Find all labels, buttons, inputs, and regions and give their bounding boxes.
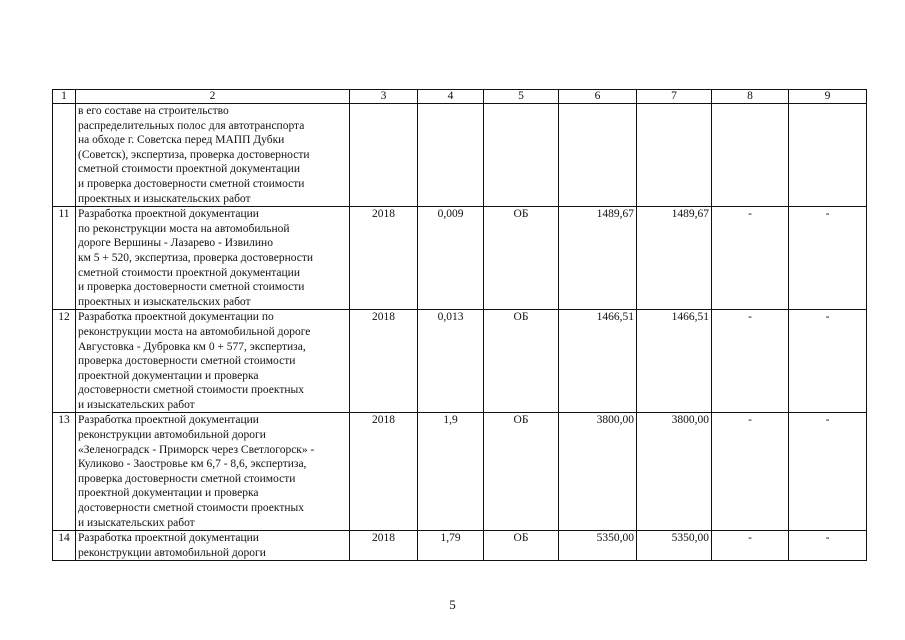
row-year: 2018 — [350, 310, 418, 413]
table-row — [53, 310, 867, 413]
row-capacity: 1,9 — [418, 413, 484, 531]
row-description: Разработка проектной документации реконструкции автомобильной дороги «Зеленоградск - Приморск через Светлогорск» - Куликово - Заостровье км 6,7 - 8,6, экспертиза, проверка достоверности сметной стоимости проектной документации и проверка достоверности сметной стоимости проектных и изыскательских работ — [76, 413, 350, 531]
column-header: 4 — [418, 90, 484, 104]
row-budget-source — [484, 104, 559, 207]
row-number: 12 — [53, 310, 76, 413]
row-year: 2018 — [350, 531, 418, 561]
column-header: 8 — [712, 90, 789, 104]
row-amount-total: 5350,00 — [559, 531, 637, 561]
row-amount-year: 3800,00 — [637, 413, 712, 531]
table-row — [53, 531, 867, 561]
row-description: Разработка проектной документации по реконструкции моста на автомобильной дороге Вершины - Лазарево - Извилино км 5 + 520, экспертиза, проверка достоверности сметной стоимости проектной документации и проверка достоверности сметной стоимости проектных и изыскательских работ — [76, 207, 350, 310]
row-col9: - — [789, 413, 867, 531]
row-amount-total — [559, 104, 637, 207]
row-budget-source: ОБ — [484, 413, 559, 531]
row-budget-source: ОБ — [484, 310, 559, 413]
row-number: 14 — [53, 531, 76, 561]
row-year — [350, 104, 418, 207]
row-amount-year — [637, 104, 712, 207]
row-amount-year: 5350,00 — [637, 531, 712, 561]
row-number: 11 — [53, 207, 76, 310]
table-row — [53, 207, 867, 310]
row-col8: - — [712, 207, 789, 310]
column-header: 5 — [484, 90, 559, 104]
row-amount-total: 1489,67 — [559, 207, 637, 310]
row-capacity: 0,013 — [418, 310, 484, 413]
table-row — [53, 104, 867, 207]
row-number — [53, 104, 76, 207]
row-budget-source: ОБ — [484, 207, 559, 310]
row-col8: - — [712, 413, 789, 531]
column-header: 1 — [53, 90, 76, 104]
row-col9: - — [789, 207, 867, 310]
column-number-row — [53, 90, 867, 104]
row-description: Разработка проектной документации реконструкции автомобильной дороги — [76, 531, 350, 561]
table-row — [53, 413, 867, 531]
row-amount-year: 1466,51 — [637, 310, 712, 413]
row-col8: - — [712, 531, 789, 561]
row-amount-year: 1489,67 — [637, 207, 712, 310]
row-year: 2018 — [350, 207, 418, 310]
row-capacity: 1,79 — [418, 531, 484, 561]
column-header: 2 — [76, 90, 350, 104]
row-col8: - — [712, 310, 789, 413]
row-col9: - — [789, 531, 867, 561]
row-col8 — [712, 104, 789, 207]
row-col9: - — [789, 310, 867, 413]
page-number: 5 — [449, 597, 456, 612]
column-header: 6 — [559, 90, 637, 104]
row-amount-total: 3800,00 — [559, 413, 637, 531]
row-capacity — [418, 104, 484, 207]
row-amount-total: 1466,51 — [559, 310, 637, 413]
row-number: 13 — [53, 413, 76, 531]
row-capacity: 0,009 — [418, 207, 484, 310]
row-col9 — [789, 104, 867, 207]
row-description: Разработка проектной документации по реконструкции моста на автомобильной дороге Августовка - Дубровка км 0 + 577, экспертиза, проверка достоверности сметной стоимости проектной документации и проверка достоверности сметной стоимости проектных и изыскательских работ — [76, 310, 350, 413]
column-header: 9 — [789, 90, 867, 104]
row-description: в его составе на строительство распределительных полос для автотранспорта на обходе г. Советска перед МАПП Дубки (Советск), экспертиза, проверка достоверности сметной стоимости проектной документации и проверка достоверности сметной стоимости проектных и изыскательских работ — [76, 104, 350, 207]
row-budget-source: ОБ — [484, 531, 559, 561]
column-header: 7 — [637, 90, 712, 104]
column-header: 3 — [350, 90, 418, 104]
row-year: 2018 — [350, 413, 418, 531]
budget-table — [52, 89, 867, 561]
